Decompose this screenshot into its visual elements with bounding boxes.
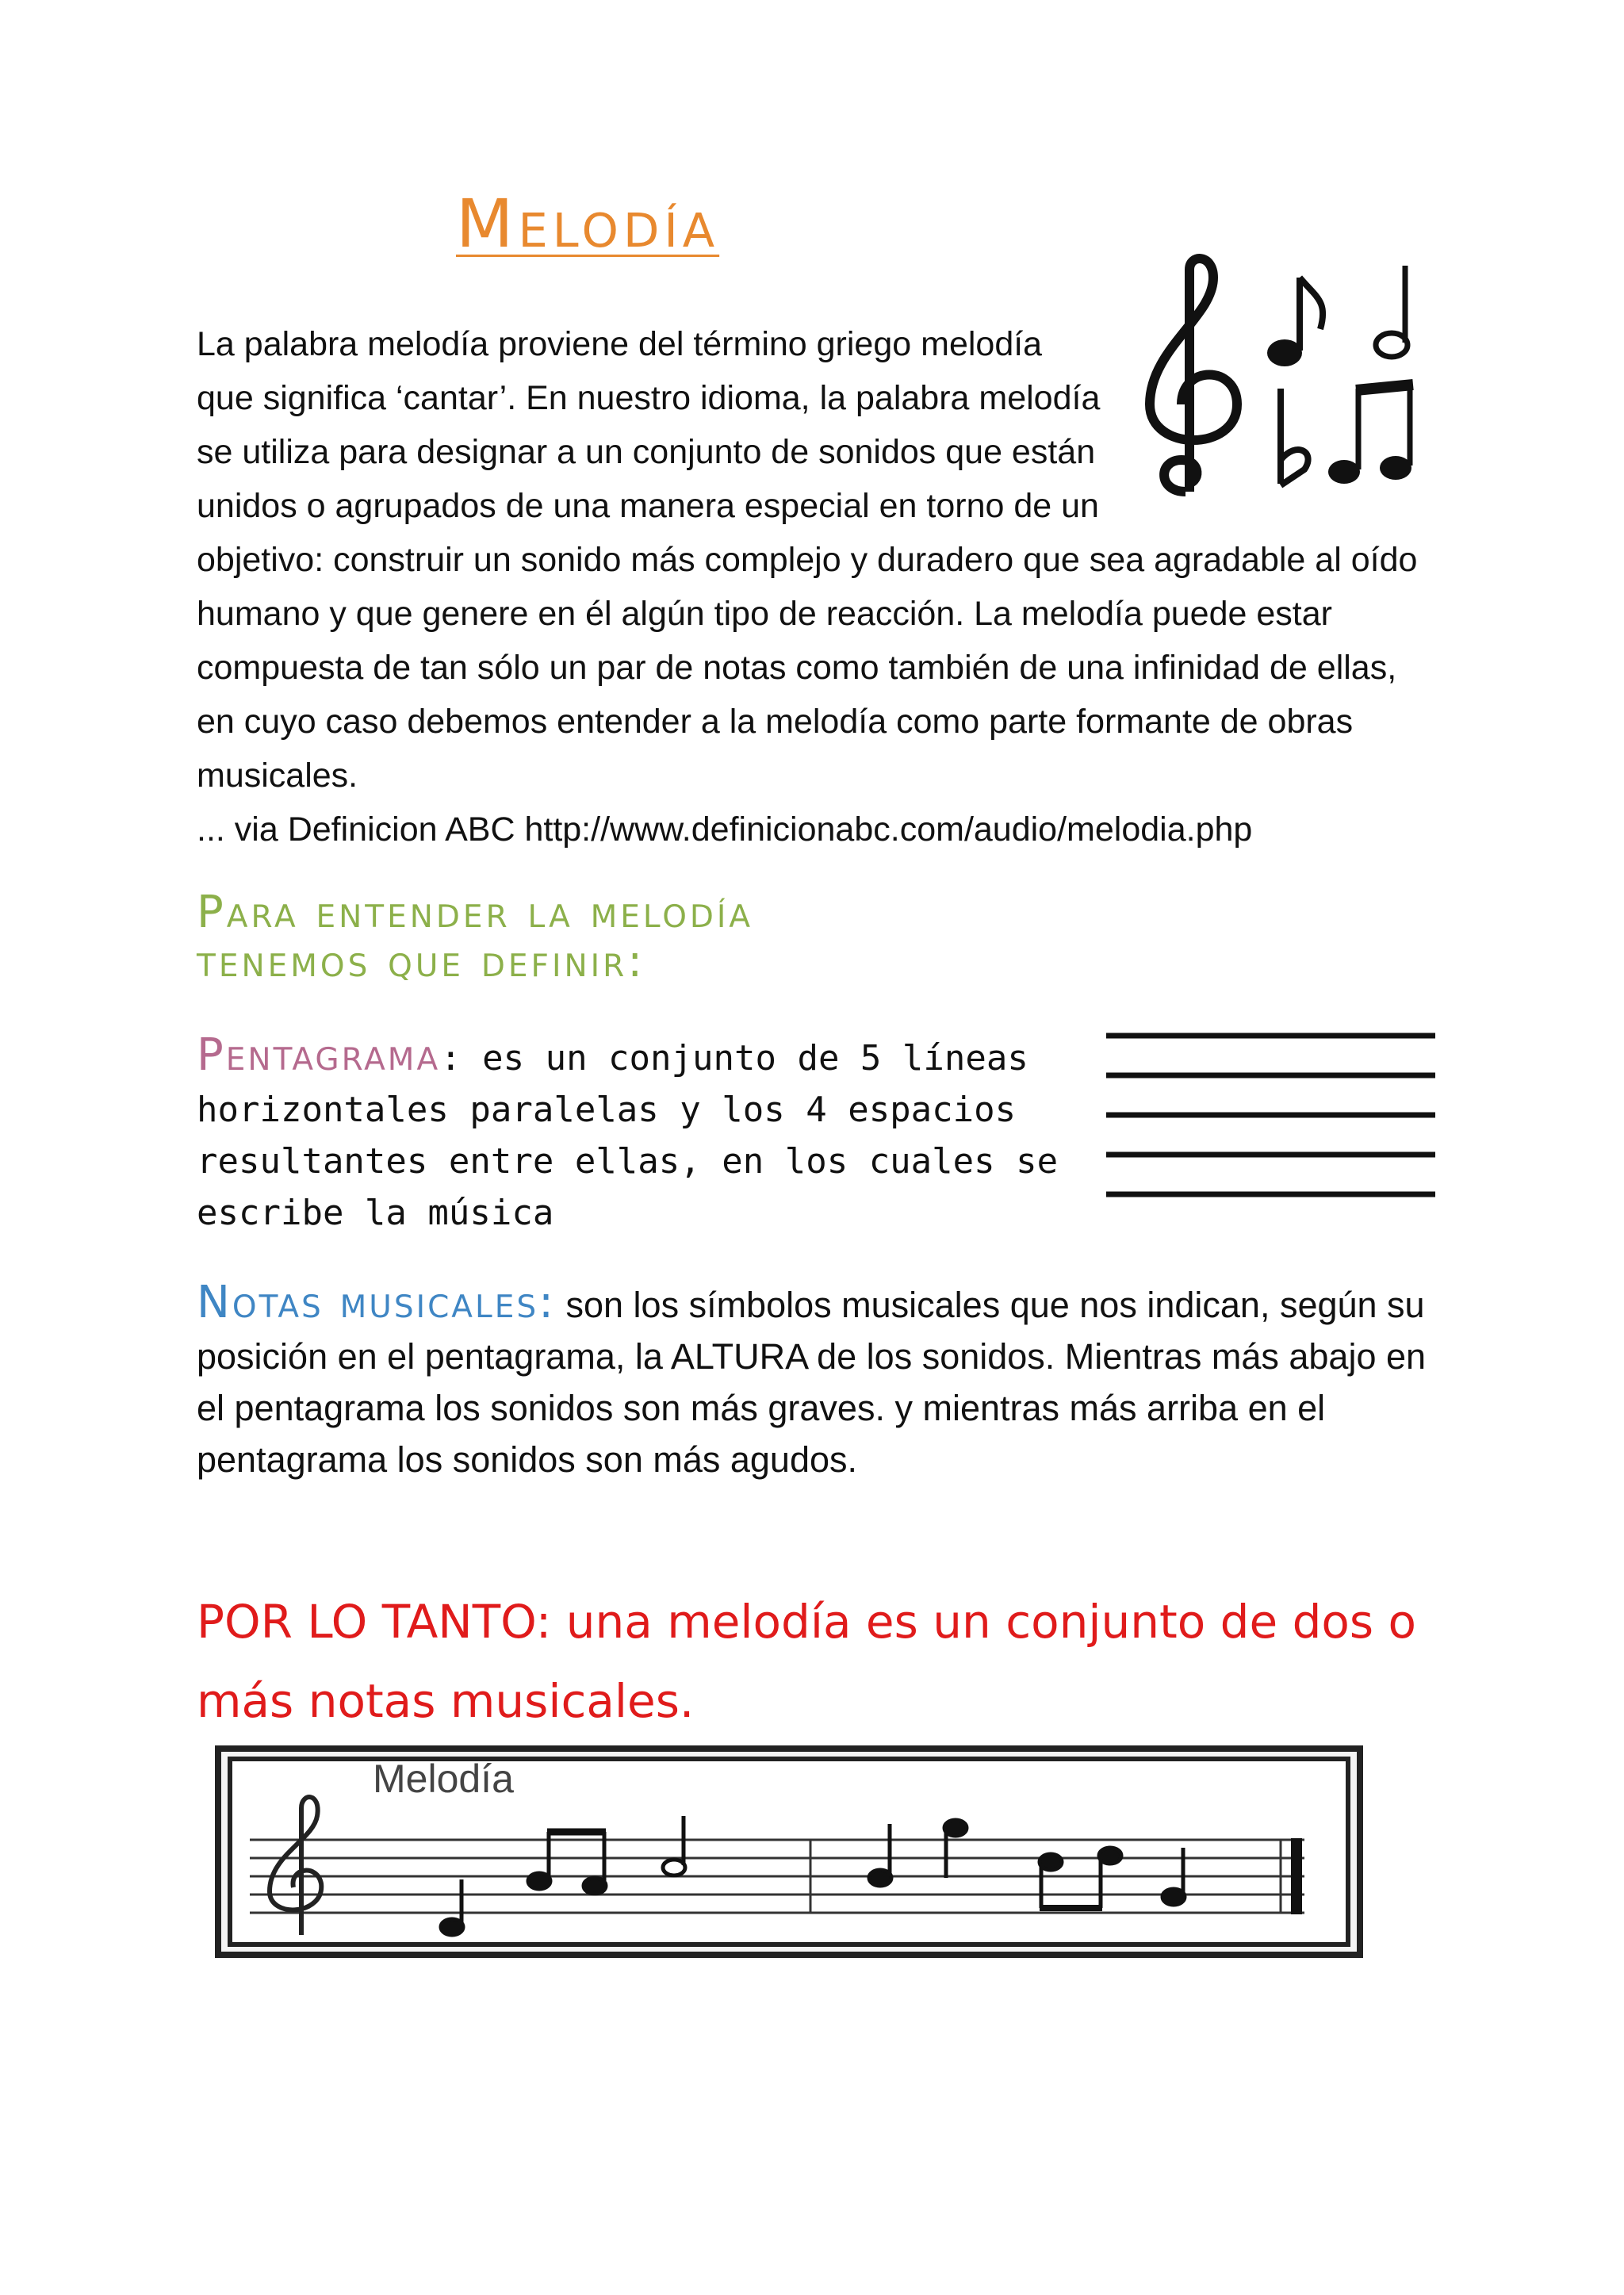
notas-text: son los símbolos musicales que nos indican, según su posición en el pentagrama, la ALTURA de los sonidos. Mientras más abajo en el pentagrama los sonidos son más graves. y mientras más arriba en el pentagrama los sonidos son más agudos. <box>197 1285 1427 1480</box>
pentagrama-definition <box>197 1029 1069 1239</box>
melody-staff-image <box>214 1745 1364 1959</box>
page-title: Melodía <box>456 185 720 262</box>
melody-label: Melodía <box>373 1757 514 1801</box>
notas-definition <box>197 1277 1434 1485</box>
intro-text: La palabra melodía proviene del término griego melodía que significa ‘cantar’. En nuestro idioma, la palabra melodía se utiliza para designar a un conjunto de sonidos que están unidos o agrupados de una manera especial en torno de un objetivo: construir un sonido más complejo y duradero que sea agradable al oído humano y que genere en él algún tipo de reacción. La melodía puede estar compuesta de tan sólo un par de notas como también de una infinidad de ellas, en cuyo caso debemos entender a la melodía como parte formante de obras musicales. <box>197 325 1418 795</box>
staff-lines-image <box>1106 1031 1439 1205</box>
notas-term: Notas musicales: <box>197 1277 556 1328</box>
source-citation: ... via Definicion ABC http://www.definicionabc.com/audio/melodia.php <box>197 810 1253 849</box>
intro-paragraph <box>197 317 1434 856</box>
pentagrama-term: Pentagrama <box>197 1029 441 1081</box>
pentagrama-text: : es un conjunto de 5 líneas horizontales paralelas y los 4 espacios resultantes entre ellas, en los cuales se escribe la música <box>197 1038 1059 1233</box>
section-heading: Para entender la melodía tenemos que definir: <box>197 887 754 987</box>
conclusion-text: POR LO TANTO: una melodía es un conjunto de dos o más notas musicales. <box>197 1595 1417 1728</box>
